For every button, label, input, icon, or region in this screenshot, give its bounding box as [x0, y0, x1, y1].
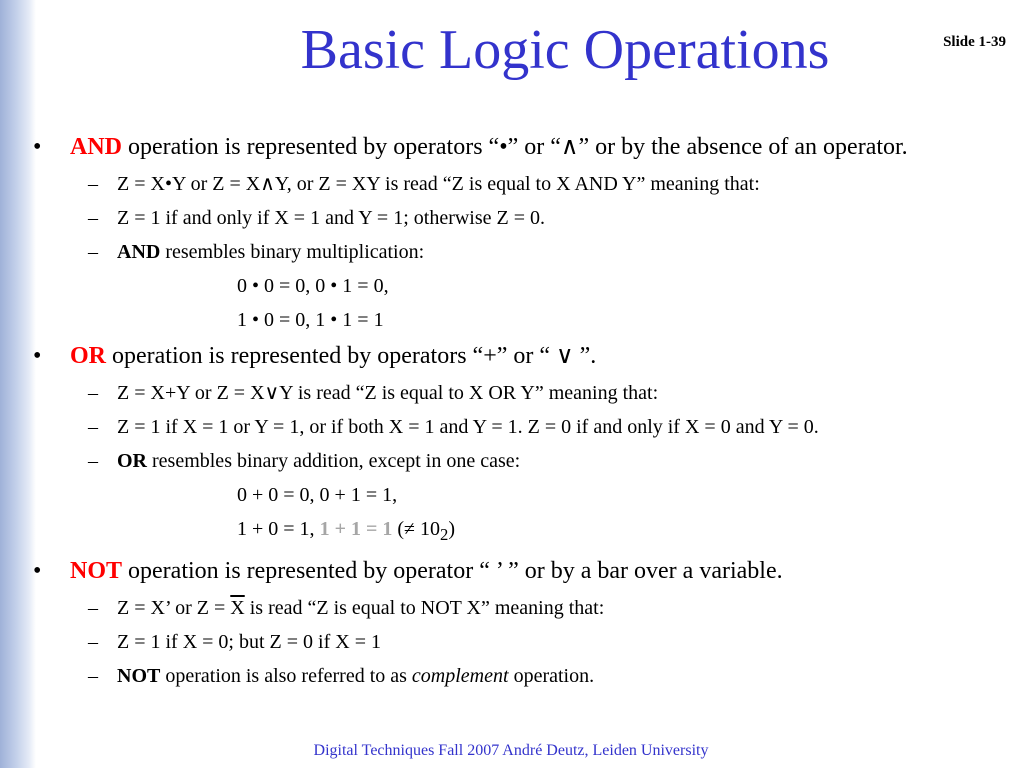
dash-marker: – [88, 382, 98, 404]
bullet-not [0, 556, 1024, 587]
and-text-b: ” or “ [507, 134, 561, 160]
not-keyword: NOT [70, 558, 123, 584]
and-text-c: ” or by the absence of an operator. [578, 134, 908, 160]
bullet-marker: • [33, 343, 42, 369]
or-ex2-b: (≠ 10 [392, 518, 440, 540]
or-ex2-highlight: 1 + 1 = 1 [319, 518, 393, 540]
not-sub3-keyword: NOT [117, 665, 161, 687]
slide-footer [0, 742, 1024, 760]
or-text-a: operation is represented by operators “+” or “ [106, 343, 557, 369]
bullet-marker: • [33, 558, 42, 584]
or-sub3-keyword: OR [117, 450, 147, 472]
slide-number: Slide 1-39 [943, 34, 1006, 50]
and-example-line: 0 • 0 = 0, 0 • 1 = 0, [237, 275, 389, 297]
or-sub2-text: Z = 1 if X = 1 or Y = 1, or if both X = 1 and Y = 1. Z = 0 if and only if X = 0 and Y = 0. [117, 416, 819, 438]
or-sub-item [0, 414, 1024, 440]
or-sub3-text: resembles binary addition, except in one case: [147, 450, 521, 472]
and-sub3-text: resembles binary multiplication: [160, 241, 425, 263]
dash-marker: – [88, 173, 98, 195]
slide-title: Basic Logic Operations [300, 19, 830, 81]
or-keyword: OR [70, 343, 106, 369]
or-sub-item [0, 448, 1024, 474]
dash-marker: – [88, 241, 98, 263]
and-example-line: 1 • 0 = 0, 1 • 1 = 1 [237, 309, 384, 331]
and-dot-operator: • [499, 134, 508, 160]
and-text-a: operation is represented by operators “ [122, 134, 500, 160]
bullet-and [0, 132, 1024, 163]
and-sub3-keyword: AND [117, 241, 161, 263]
not-sub3-end: operation. [508, 665, 595, 687]
or-ex2-c: ) [448, 518, 455, 540]
and-wedge-operator: ∧ [560, 134, 579, 160]
or-ex2-subscript: 2 [440, 525, 449, 544]
or-ex2-a: 1 + 0 = 1, [237, 518, 320, 540]
dash-marker: – [88, 207, 98, 229]
not-sub-item [0, 663, 1024, 689]
and-sub2-text: Z = 1 if and only if X = 1 and Y = 1; otherwise Z = 0. [117, 207, 546, 229]
and-sub-item [0, 171, 1024, 197]
or-text-b: ”. [573, 343, 597, 369]
and-keyword: AND [70, 134, 122, 160]
not-text: operation is represented by operator “ ’ ” or by a bar over a variable. [122, 558, 783, 584]
bullet-or [0, 341, 1024, 372]
dash-marker: – [88, 416, 98, 438]
and-sub-item [0, 205, 1024, 231]
or-example-line: 0 + 0 = 0, 0 + 1 = 1, [237, 484, 398, 506]
and-sub1-text: Z = X•Y or Z = X∧Y, or Z = XY is read “Z is equal to X AND Y” meaning that: [117, 173, 760, 195]
dash-marker: – [88, 450, 98, 472]
or-sub-item [0, 380, 1024, 406]
dash-marker: – [88, 665, 98, 687]
or-example-line [0, 516, 1024, 548]
not-sub1-b: is read “Z is equal to NOT X” meaning that: [244, 597, 605, 619]
dash-marker: – [88, 597, 98, 619]
or-sub1-text: Z = X+Y or Z = X∨Y is read “Z is equal to X OR Y” meaning that: [117, 382, 659, 404]
not-sub1-a: Z = X’ or Z = [117, 597, 231, 619]
footer-text: Digital Techniques Fall 2007 André Deutz, Leiden University [313, 742, 709, 759]
dash-marker: – [88, 631, 98, 653]
and-sub-item [0, 239, 1024, 265]
not-sub3-mid: operation is also referred to as [160, 665, 412, 687]
not-sub2-text: Z = 1 if X = 0; but Z = 0 if X = 1 [117, 631, 381, 653]
or-vee-operator: ∨ [556, 343, 574, 369]
not-sub-item [0, 595, 1024, 621]
not-sub3-italic: complement [411, 665, 509, 687]
slide-body [0, 132, 1024, 697]
not-sub-item [0, 629, 1024, 655]
bullet-marker: • [33, 134, 42, 160]
not-overbar-x: $\overline{X}$ [230, 597, 245, 619]
